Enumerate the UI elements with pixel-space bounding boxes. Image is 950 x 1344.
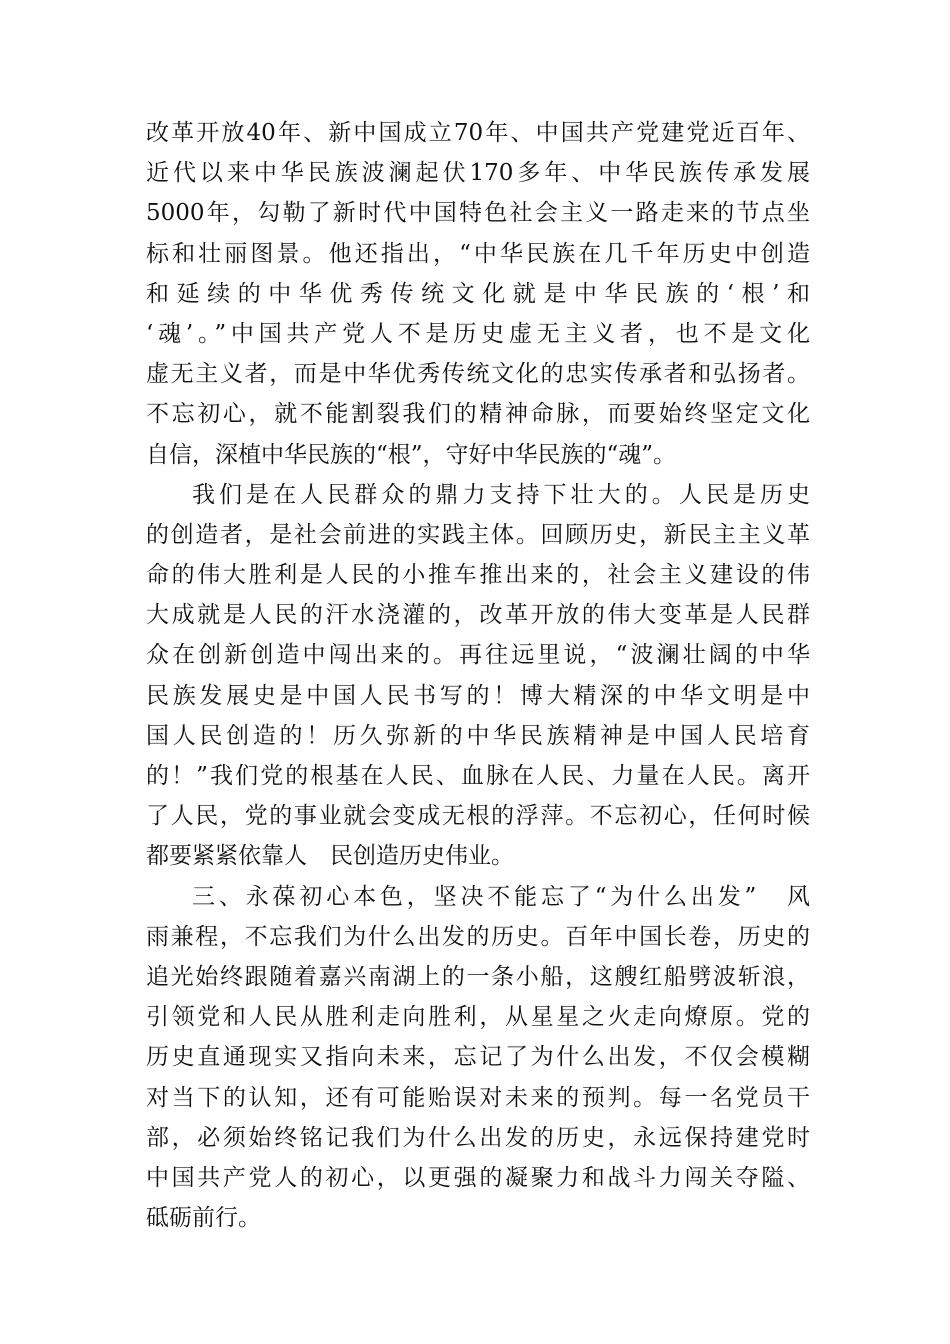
paragraph-3 <box>146 877 810 1239</box>
text-line: 国人民创造的！历久弥新的中华民族精神是中国人民培育 <box>146 722 810 749</box>
paragraph-2 <box>146 475 810 877</box>
text-line: 民族发展史是中国人民书写的！博大精深的中华文明是中 <box>146 682 810 709</box>
section-heading-line: 三、永葆初心本色，坚决不能忘了“为什么出发” 风 <box>192 883 810 910</box>
text-line: 众在创新创造中闯出来的。再往远里说，“波澜壮阔的中华 <box>146 642 810 669</box>
text-line: 对当下的认知，还有可能贻误对未来的预判。每一名党员干 <box>146 1084 810 1111</box>
text-line: 和延续的中华优秀传统文化就是中华民族的‘根’和 <box>146 280 810 307</box>
text-line: 标和壮丽图景。他还指出，“中华民族在几千年历史中创造 <box>146 240 810 267</box>
text-line: 都要紧紧依靠人 民创造历史伟业。 <box>146 843 514 870</box>
text-line: 雨兼程，不忘我们为什么出发的历史。百年中国长卷，历史的 <box>146 923 810 950</box>
text-line: 改革开放40年、新中国成立70年、中国共产党建党近百年、 <box>146 120 810 146</box>
text-line: 引领党和人民从胜利走向胜利，从星星之火走向燎原。党的 <box>146 1004 810 1031</box>
text-line: 的创造者，是社会前进的实践主体。回顾历史，新民主主义革 <box>146 521 810 548</box>
text-line: 5000年，勾勒了新时代中国特色社会主义一路走来的节点坐 <box>146 200 810 227</box>
text-line: 大成就是人民的汗水浇灌的，改革开放的伟大变革是人民群 <box>146 602 810 629</box>
text-line: 砥砺前行。 <box>146 1205 261 1232</box>
text-line: 我们是在人民群众的鼎力支持下壮大的。人民是历史 <box>192 481 810 508</box>
text-line: 虚无主义者，而是中华优秀传统文化的忠实传承者和弘扬者。 <box>146 361 810 388</box>
text-line: ‘魂’。”中国共产党人不是历史虚无主义者，也不是文化 <box>146 320 810 347</box>
text-line: 不忘初心，就不能割裂我们的精神命脉，而要始终坚定文化 <box>146 401 810 428</box>
text-line: 历史直通现实又指向未来，忘记了为什么出发，不仅会模糊 <box>146 1044 810 1071</box>
text-line: 追光始终跟随着嘉兴南湖上的一条小船，这艘红船劈波斩浪， <box>146 963 810 990</box>
text-line: 了人民，党的事业就会变成无根的浮萍。不忘初心，任何时候 <box>146 803 810 830</box>
text-line: 部，必须始终铭记我们为什么出发的历史，永远保持建党时 <box>146 1124 810 1151</box>
text-line: 近代以来中华民族波澜起伏170多年、中华民族传承发展 <box>146 160 810 187</box>
text-line: 中国共产党人的初心，以更强的凝聚力和战斗力闯关夺隘、 <box>146 1164 810 1191</box>
document-body <box>146 113 810 1238</box>
paragraph-1 <box>146 113 810 475</box>
text-line: 的！”我们党的根基在人民、血脉在人民、力量在人民。离开 <box>146 763 810 789</box>
text-line: 命的伟大胜利是人民的小推车推出来的，社会主义建设的伟 <box>146 562 810 589</box>
text-line: 自信，深植中华民族的“根”，守好中华民族的“魂”。 <box>146 441 677 468</box>
